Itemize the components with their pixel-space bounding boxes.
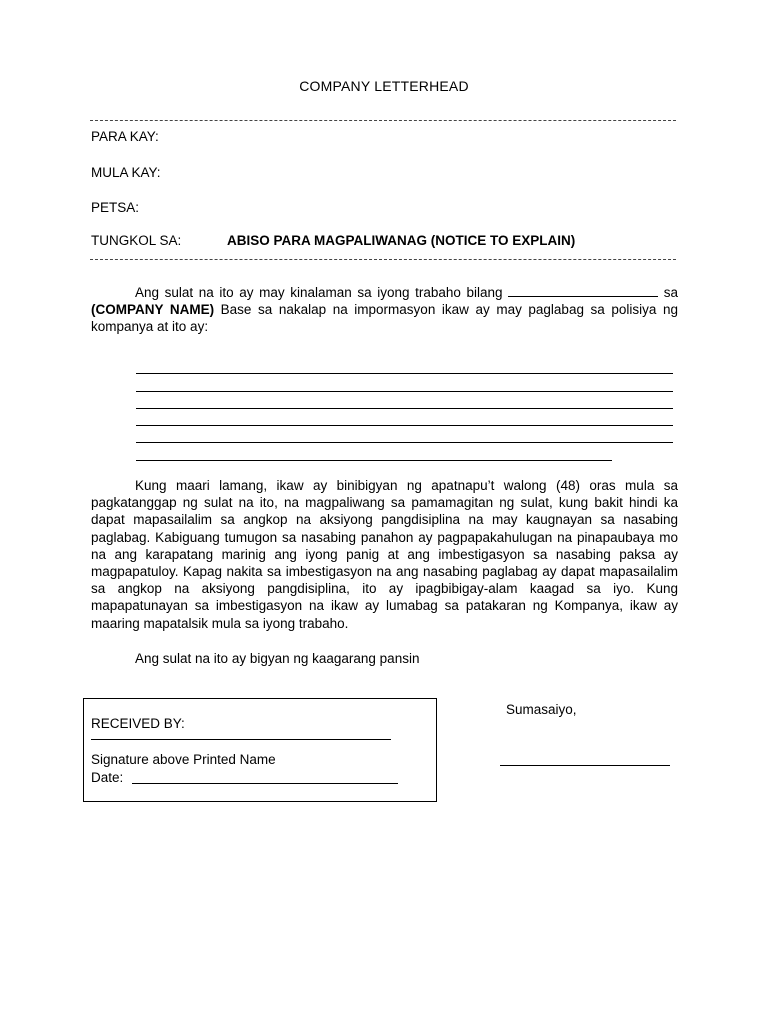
closing-salutation: Sumasaiyo,: [506, 702, 577, 717]
petsa-label: PETSA:: [91, 200, 140, 215]
received-by-label: RECEIVED BY:: [91, 716, 185, 731]
company-name-placeholder: (COMPANY NAME): [91, 302, 215, 318]
received-by-box: [83, 698, 437, 802]
para-kay-label: PARA KAY:: [91, 129, 159, 144]
blank-line: [136, 409, 673, 426]
violation-blank-lines: [136, 357, 673, 461]
date-line: [132, 783, 398, 784]
company-letterhead: COMPANY LETTERHEAD: [299, 78, 469, 94]
intro-text-end: Base sa nakalap na impormasyon ikaw ay may paglabag sa polisiya ng kompanya at ito ay:: [91, 302, 678, 335]
blank-line: [136, 374, 673, 391]
attention-text: Ang sulat na ito ay bigyan ng kaagarang pansin: [135, 651, 420, 666]
explanation-paragraph: [91, 477, 678, 632]
attention-paragraph: [91, 650, 678, 667]
blank-line: [136, 392, 673, 409]
explanation-text: Kung maari lamang, ikaw ay binibigyan ng apatnapu’t walong (48) oras mula sa pagkatanggap ng sulat na ito, na magpaliwang sa pamamagitan ng sulat, kung bakit hindi ka dapat mapasailalim sa angkop na aksiyong pangdisiplina na may kaugnayan sa nasabing paglabag. Kabiguang tumugon sa nasabing panahon ay pagpapakahulugan na pinapaubaya mo na ang karapatang marinig ang iyong panig at ang imbestigasyon sa nasabing paksa ay magpapatuloy. Kapag nakita sa imbestigasyon na ang nasabing paglabag ay dapat mapasailalim sa angkop na aksiyong pangdisiplina, ito ay ipagbibigay-alam kaagad sa iyo. Kung mapapatunayan sa imbestigasyon na ikaw ay lumabag sa patakaran ng Kompanya, ikaw ay maaring mapatalsik mula sa iyong trabaho.: [91, 478, 678, 631]
signature-label: Signature above Printed Name: [91, 752, 276, 767]
top-dashed-divider: [90, 120, 676, 121]
received-signature-line: [91, 739, 391, 740]
sender-signature-line: [500, 765, 670, 766]
blank-line: [136, 443, 612, 460]
subject-title: ABISO PARA MAGPALIWANAG (NOTICE TO EXPLAIN): [227, 233, 576, 248]
intro-paragraph: [91, 284, 678, 336]
blank-line: [136, 357, 673, 374]
mula-kay-label: MULA KAY:: [91, 165, 161, 180]
intro-text: Ang sulat na ito ay may kinalaman sa iyong trabaho bilang: [135, 285, 503, 300]
bottom-dashed-divider: [90, 259, 676, 260]
blank-line: [136, 426, 673, 443]
intro-sa: sa: [658, 285, 678, 300]
tungkol-sa-label: TUNGKOL SA:: [91, 233, 182, 248]
position-blank: [508, 284, 658, 297]
date-label: Date:: [91, 770, 124, 785]
